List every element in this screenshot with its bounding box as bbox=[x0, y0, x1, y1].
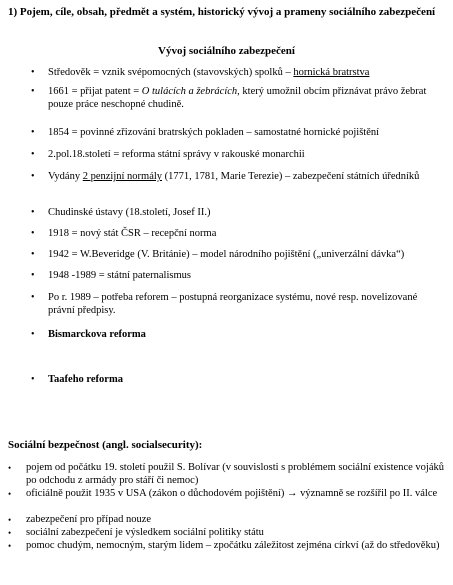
underlined-term: hornická bratrstva bbox=[293, 67, 370, 78]
bullet: • bbox=[31, 149, 35, 160]
italic-term: O tulácích a žebrácích, bbox=[141, 86, 240, 97]
document-page: 1) Pojem, cíle, obsah, předmět a systém, historický vývoj a prameny sociálního zabezpečení Vývoj sociálního zabezpečení • Středověk = vznik svépomocných (stavovských) spolků – hornická bratrstva • 1661 = přijat patent = O tulácích a žebrácích, který umožnil obcím přiznávat právo žebrat pouze práce neschopné chudině. • 1854 = povinné zřizování bratrských pokladen – samostatné hornické pojištění • 2.pol.18.století = reforma státní správy v rakouské monarchii • Vydány 2 penzijní normály (1771, 1781, Marie Terezie) – zabezpečení státních úředníků • Chudinské ústavy (18.století, Josef II.) • 1918 = nový stát ČSR – recepční norma • 1942 = W.Beveridge (V. Británie) – model národního pojištění („univerzální dávka“) • 1948 -1989 = státní paternalismus • Po r. 1989 – potřeba reforem – postupná reorganizace systému, nové resp. novelizované právní předpisy. • Bismarckova reforma • Taafeho reforma Sociální bezpečnost (angl. socialsecurity): • pojem od počátku 19. století použil S. Bolívar (v souvislosti s problémem sociální existence vojáků po odchodu z armády pro stáří či nemoc) • oficiálně použit 1935 v USA (zákon o důchodovém pojištění) → významně se rozšířil po II. válce • zabezpečení pro případ nouze • sociální zabezpečení je výsledkem sociální politiky státu • pomoc chudým, nemocným, starým lidem – zpočátku záležitost zejména církví (až do středověku) bbox=[0, 0, 453, 585]
section-heading: 1) Pojem, cíle, obsah, předmět a systém, historický vývoj a prameny sociálního zabezpečení bbox=[8, 6, 436, 18]
section-heading-social-security: Sociální bezpečnost (angl. socialsecurity): bbox=[8, 439, 203, 451]
bullet: • bbox=[31, 228, 35, 239]
section-subtitle: Vývoj sociálního zabezpečení bbox=[158, 45, 295, 57]
bullet: • bbox=[8, 515, 12, 525]
bullet: • bbox=[31, 171, 35, 182]
bullet: • bbox=[8, 528, 12, 538]
bullet: • bbox=[8, 463, 12, 473]
underlined-term: 2 penzijní normály bbox=[82, 171, 163, 182]
bullet: • bbox=[31, 86, 35, 97]
bullet: • bbox=[31, 292, 35, 303]
bullet: • bbox=[31, 329, 35, 340]
bullet: • bbox=[31, 67, 35, 78]
bullet: • bbox=[31, 374, 35, 385]
bullet: • bbox=[31, 249, 35, 260]
bullet: • bbox=[8, 541, 12, 551]
bullet: • bbox=[31, 127, 35, 138]
bullet: • bbox=[8, 489, 12, 499]
bullet: • bbox=[31, 207, 35, 218]
bullet: • bbox=[31, 270, 35, 281]
